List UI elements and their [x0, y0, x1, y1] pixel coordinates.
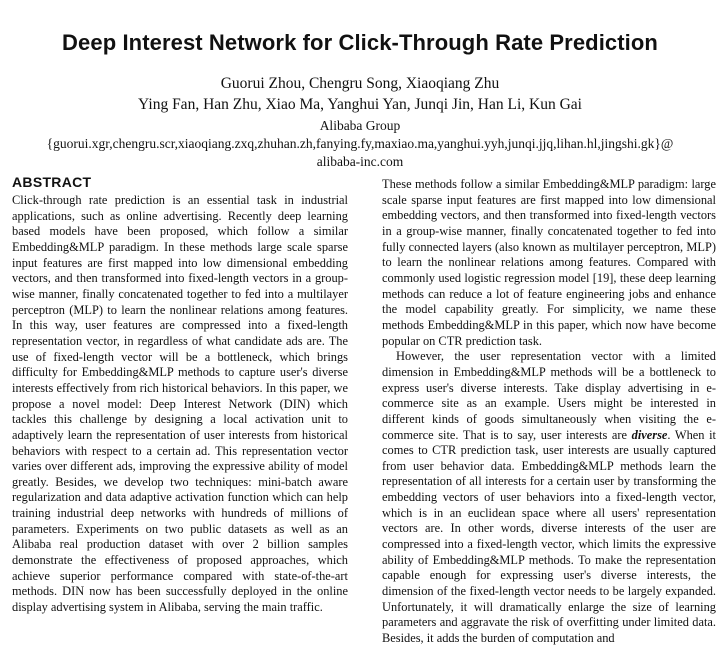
- paragraph-text: . When it comes to CTR prediction task, user interests are usually captured from user behavior data. Embedding&MLP methods learn the representation of all interests for a certain user by transforming the embedding vectors of user behaviors into a fixed-length vector, which is in an euclidean space where all users' representation vectors are. In other words, diverse interests of the user are compressed into a fixed-length vector, which limits the expressive ability of Embedding&MLP methods. To make the representation capable enough for expressing user's diverse interests, the dimension of the fixed-length vector needs to be largely expanded. Unfortunately, it will dramatically enlarge the size of learning parameters and aggravate the risk of overfitting under limited data. Besides, it adds the burden of computation and: [382, 427, 716, 646]
- right-column: [382, 177, 716, 647]
- intro-paragraph: These methods follow a similar Embedding&MLP paradigm: large scale sparse input features are first mapped into low dimensional embedding vectors, and then transformed into fixed-length vectors in a group-wise manner, finally concatenated together to fed into fully connected layers (also known as multilayer perceptron, MLP) to learn the nonlinear relations among features. Compared with commonly used logistic regression model [19], these deep learning methods can reduce a lot of feature engineering jobs and enhance the model capability greatly. For simplicity, we name these methods Embedding&MLP in this paper, which now have become popular on CTR prediction task.: [382, 177, 716, 348]
- paragraph-text: However, the user representation vector with a limited dimension in Embedding&MLP methods will be a bottleneck to express user's diverse interests. Take display advertising in e-commerce site as an example. Users might be interested in different kinds of goods simultaneously when visiting the e-commerce site. That is to say, user interests are: [382, 349, 716, 442]
- email-list: [0, 135, 720, 171]
- abstract-heading: ABSTRACT: [12, 174, 92, 190]
- email-line: {guorui.xgr,chengru.scr,xiaoqiang.zxq,zhuhan.zh,fanying.fy,maxiao.ma,yanghui.yyh,junqi.jjq,lihan.hl,jingshi.gk}@: [46, 136, 674, 151]
- emphasis-text: diverse: [631, 427, 668, 442]
- email-line: alibaba-inc.com: [316, 154, 404, 169]
- author-line: Ying Fan, Han Zhu, Xiao Ma, Yanghui Yan, Junqi Jin, Han Li, Kun Gai: [138, 96, 582, 113]
- abstract-text: Click-through rate prediction is an essential task in industrial applications, such as online advertising. Recently deep learning based models have been proposed, which follow a similar Embedding&MLP paradigm. In these methods large scale sparse input features are first mapped into low dimensional embedding vectors, and then transformed into fixed-length vectors in a group-wise manner, finally concatenated together to fed into a multilayer perceptron (MLP) to learn the nonlinear relations among features. In this way, user features are compressed into a fixed-length representation vector, in regardless of what candidate ads are. The use of fixed-length vector will be a bottleneck, which brings difficulty for Embedding&MLP methods to capture user's diverse interests effectively from rich historical behaviors. In this paper, we propose a novel model: Deep Interest Network (DIN) which tackles this challenge by designing a local activation unit to adaptively learn the representation of user interests from historical behaviors with respect to a certain ad. This representation vector varies over different ads, improving the expressive ability of model greatly. Besides, we develop two techniques: mini-batch aware regularization and data adaptive activation function which can help training industrial deep networks with hundreds of millions of parameters. Experiments on two public datasets as well as an Alibaba real production dataset with over 2 billion samples demonstrate the effectiveness of proposed approaches, which achieve superior performance compared with state-of-the-art methods. DIN now has been successfully deployed in the online display advertising system in Alibaba, serving the main traffic.: [12, 193, 348, 615]
- intro-paragraph: [382, 349, 716, 646]
- affiliation: Alibaba Group: [319, 118, 401, 133]
- author-line: Guorui Zhou, Chengru Song, Xiaoqiang Zhu: [220, 75, 500, 92]
- left-column: [12, 174, 348, 616]
- paper-title: Deep Interest Network for Click-Through Rate Prediction: [62, 30, 658, 55]
- affiliation-block: [0, 117, 720, 171]
- author-list: [0, 73, 720, 115]
